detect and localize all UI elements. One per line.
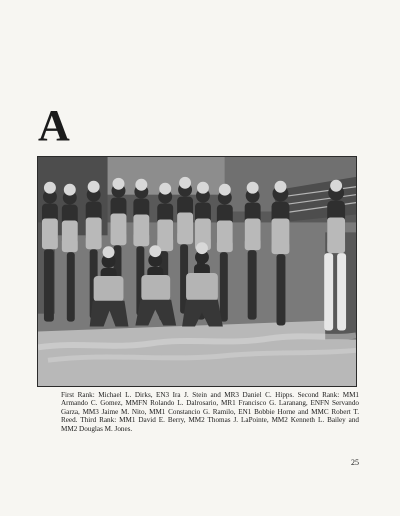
page-number: 25 xyxy=(351,458,359,467)
photo-caption: First Rank: Michael L. Dirks, EN3 Ira J. Stein and MR3 Daniel C. Hipps. Second Rank: MM1 Armando C. Gomez, MMFN Rolando L. Dalrosario, MR1 Francisco G. Laranang, ENFN Servando Garza, MM3 Jaime M. Nito, MM1 Constancio G. Ramilo, EN1 Bobbie Horne and MMC Robert T. Reed. Third Rank: MM1 David E. Berry, MM2 Thomas J. LaPointe, MM2 Kenneth L. Bailey and MM2 Douglas M. Jones. xyxy=(61,391,359,433)
group-photo-illustration xyxy=(38,157,356,386)
group-photo xyxy=(37,156,357,387)
section-letter: A xyxy=(38,101,70,150)
